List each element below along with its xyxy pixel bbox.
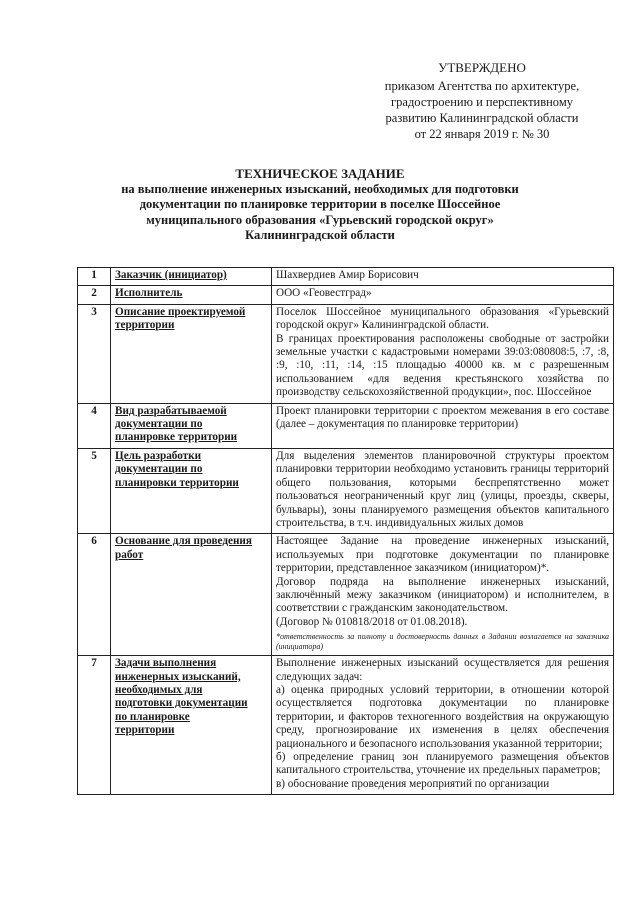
row-value xyxy=(272,304,614,403)
row-label-line: необходимых для xyxy=(115,683,203,696)
row-label xyxy=(111,656,272,795)
title-line: Калининградской области xyxy=(245,228,395,242)
row-value xyxy=(272,448,614,533)
table-row xyxy=(78,286,614,304)
row-value xyxy=(272,403,614,448)
row-number: 3 xyxy=(78,304,111,403)
row-value xyxy=(272,268,614,286)
row-value-paragraph: Договор подряда на выполнение инженерных изысканий, заключённый межу заказчиком (инициатором) и исполнителем, в соответствии с гражданским законодательством. xyxy=(276,575,609,615)
table-row xyxy=(78,534,614,656)
approval-line: градостроению и перспективному xyxy=(391,95,573,109)
row-value-paragraph: Проект планировки территории с проектом межевания в его составе (далее – документация по планировке территории) xyxy=(276,404,609,431)
approval-line: от 22 января 2019 г. № 30 xyxy=(414,127,550,141)
row-value-paragraph: Для выделения элементов планировочной структуры проектом планировки территории необходимо установить границы территорий общего пользования, которыми беспрепятственно может пользоваться неограниченный круг лиц (улицы, проезды, скверы, бульвары), зоны планируемого размещения объектов капитального строительства, в т.ч. индивидуальных жилых домов xyxy=(276,449,609,529)
row-value-paragraph: ООО «Геовестград» xyxy=(276,287,372,300)
row-value-paragraph: (Договор № 010818/2018 от 01.08.2018). xyxy=(276,615,468,628)
row-number: 6 xyxy=(78,534,111,656)
table-row xyxy=(78,268,614,286)
table-row xyxy=(78,403,614,448)
row-value-paragraph: б) определение границ зон планируемого размещения объектов капитального строительства, уточнение их предельных параметров; xyxy=(276,751,609,777)
row-label-line: территории xyxy=(115,319,175,332)
approval-line: развитию Калининградской области xyxy=(385,111,579,125)
row-label-line: документации по xyxy=(115,463,203,476)
table-row xyxy=(78,656,614,795)
row-label-line: инженерных изысканий, xyxy=(115,670,241,683)
row-label xyxy=(111,268,272,286)
approval-heading: УТВЕРЖДЕНО xyxy=(438,60,526,75)
title-line: на выполнение инженерных изысканий, необходимых для подготовки xyxy=(121,181,519,196)
approval-line: приказом Агентства по архитектуре, xyxy=(384,79,580,93)
row-value-paragraph: Выполнение инженерных изысканий осуществляется для решения следующих задач: xyxy=(276,657,609,683)
row-number: 2 xyxy=(78,286,111,304)
row-value-paragraph: Поселок Шоссейное муниципального образования «Гурьевский городской округ» Калининградской области. xyxy=(276,305,609,332)
row-label-line: Цель разработки xyxy=(115,449,202,462)
approval-block xyxy=(352,60,612,142)
row-label-line: Основание для проведения xyxy=(115,535,252,548)
row-label-line: планировке территории xyxy=(115,431,238,444)
row-value xyxy=(272,656,614,795)
row-label xyxy=(111,403,272,448)
row-label-line: Описание проектируемой xyxy=(115,305,246,318)
title-main: ТЕХНИЧЕСКОЕ ЗАДАНИЕ xyxy=(235,166,405,181)
row-label-line: территории xyxy=(115,724,175,737)
row-number: 1 xyxy=(78,268,111,286)
row-value-paragraph: в) обоснование проведения мероприятий по организации xyxy=(276,777,550,790)
spec-table xyxy=(77,267,614,795)
row-label xyxy=(111,304,272,403)
row-label-line: планировки территории xyxy=(115,476,239,489)
row-number: 7 xyxy=(78,656,111,795)
row-number: 4 xyxy=(78,403,111,448)
row-label-line: Заказчик (инициатор) xyxy=(115,269,227,281)
row-label-line: Вид разрабатываемой xyxy=(115,404,227,417)
table-row xyxy=(78,304,614,403)
title-line: муниципального образования «Гурьевский городской округ» xyxy=(146,212,494,227)
row-value-paragraph: Шахвердиев Амир Борисович xyxy=(276,269,419,281)
footnote: *ответственность за полноту и достоверность данных в Задании возлагается на заказчика (инициатора) xyxy=(276,632,609,652)
row-value-paragraph: а) оценка природных условий территории, в отношении которой осуществляется подготовка документации по планировке территории, и факторов техногенного воздействия на окружающую среду, прогнозирование их изменения в целях обеспечения рационального и безопасного использования указанной территории; xyxy=(276,683,609,750)
row-label-line: по планировке xyxy=(115,710,190,723)
row-label xyxy=(111,534,272,656)
row-label-line: Исполнитель xyxy=(115,287,183,300)
row-label-line: Задачи выполнения xyxy=(115,657,217,670)
row-label-line: подготовки документации xyxy=(115,697,248,710)
row-value-paragraph: Настоящее Задание на проведение инженерных изысканий, используемых при подготовке документации по планировке территории, представленное заказчиком (инициатором)*. xyxy=(276,535,609,575)
row-label-line: работ xyxy=(115,548,144,561)
row-number: 5 xyxy=(78,448,111,533)
row-value-paragraph: В границах проектирования расположены свободные от застройки земельные участки с кадастровыми номерами 39:03:080808:5, :7, :8, :9, :10, :11, :14, :15 площадью 40000 кв. м с разрешенным использованием «для ведения крестьянского хозяйства по производству сельскохозяйственной продукции», пос. Шоссейное xyxy=(276,332,609,399)
row-label xyxy=(111,286,272,304)
row-value xyxy=(272,534,614,656)
row-value xyxy=(272,286,614,304)
title-line: документации по планировке территории в поселке Шоссейное xyxy=(139,197,501,211)
row-label-line: документации по xyxy=(115,418,203,431)
document-title xyxy=(60,166,580,244)
table-row xyxy=(78,448,614,533)
row-label xyxy=(111,448,272,533)
